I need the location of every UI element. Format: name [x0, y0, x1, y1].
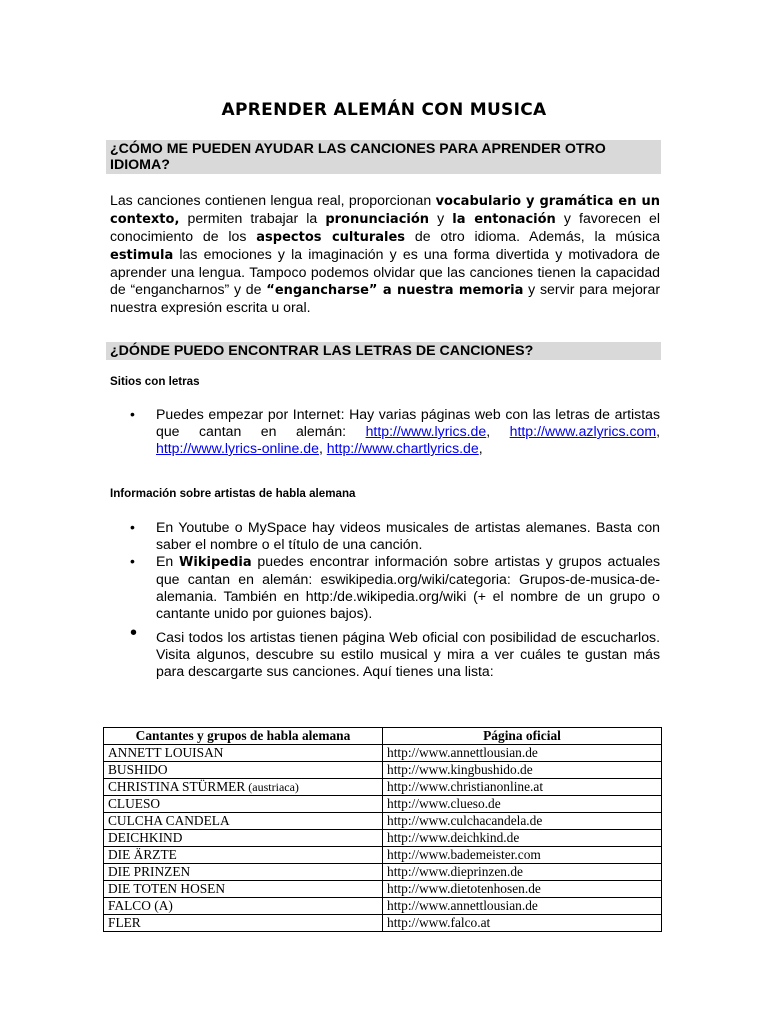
section-heading-where: ¿DÓNDE PUEDO ENCONTRAR LAS LETRAS DE CANCIONES?: [106, 342, 661, 360]
artist-name: DIE PRINZEN: [108, 864, 191, 879]
artist-name-cell: [104, 898, 383, 915]
artist-url-cell: http://www.kingbushido.de: [383, 762, 662, 779]
table-row: [104, 847, 662, 864]
bullet-list-artists: [130, 519, 660, 680]
list-item: • Puedes empezar por Internet: Hay varias páginas web con las letras de artistas que cantan en alemán: http://www.lyrics.de, http://www.azlyrics.com, http://www.lyrics-online.de, http://www.chartlyrics.de,: [130, 406, 661, 456]
page-title: APRENDER ALEMÁN CON MUSICA: [221, 100, 547, 120]
column-header-website: Página oficial: [383, 728, 662, 745]
table-row: [104, 881, 662, 898]
artist-url-cell: http://www.dieprinzen.de: [383, 864, 662, 881]
artist-name: DEICHKIND: [108, 830, 183, 845]
table-row: [104, 762, 662, 779]
artist-name-cell: [104, 796, 383, 813]
artists-table: [103, 727, 662, 932]
artist-url-cell: http://www.bademeister.com: [383, 847, 662, 864]
artist-url-cell: http://www.annettlousian.de: [383, 898, 662, 915]
artist-name-cell: [104, 881, 383, 898]
artist-name: ANNETT LOUISAN: [108, 745, 224, 760]
bullet-icon: •: [130, 622, 138, 644]
artist-url-cell: http://www.christianonline.at: [383, 779, 662, 796]
section-heading-how: ¿CÓMO ME PUEDEN AYUDAR LAS CANCIONES PARA APRENDER OTRO IDIOMA?: [106, 140, 661, 174]
artist-name: FLER: [108, 915, 141, 930]
bullet-icon: •: [130, 406, 135, 422]
table-row: [104, 745, 662, 762]
artist-url-cell: http://www.dietotenhosen.de: [383, 881, 662, 898]
table-row: [104, 813, 662, 830]
artist-name-cell: [104, 915, 383, 932]
bullet-icon: •: [130, 553, 135, 569]
column-header-artists: Cantantes y grupos de habla alemana: [104, 728, 383, 745]
bullet-icon: •: [130, 519, 135, 535]
table-row: [104, 779, 662, 796]
table-row: [104, 898, 662, 915]
artist-name: CLUESO: [108, 796, 161, 811]
link-lyrics-de[interactable]: http://www.lyrics.de: [365, 423, 487, 439]
table-row: [104, 915, 662, 932]
artist-name-cell: [104, 864, 383, 881]
artist-name: DIE TOTEN HOSEN: [108, 881, 226, 896]
intro-paragraph: Las canciones contienen lengua real, proporcionan vocabulario y gramática en un contexto, permiten trabajar la pronunciación y la entonación y favorecen el conocimiento de los aspectos culturales de otro idioma. Además, la música estimula las emociones y la imaginación y es una forma divertida y motivadora de aprender una lengua. Tampoco podemos olvidar que las canciones tienen la capacidad de “engancharnos” y de “engancharse” a nuestra memoria y servir para mejorar nuestra expresión escrita u oral.: [110, 192, 661, 315]
artist-name-cell: [104, 745, 383, 762]
link-azlyrics[interactable]: http://www.azlyrics.com: [509, 423, 657, 439]
artist-url-cell: http://www.annettlousian.de: [383, 745, 662, 762]
artist-name-cell: [104, 762, 383, 779]
link-lyrics-online[interactable]: http://www.lyrics-online.de: [156, 440, 319, 456]
list-item: • Casi todos los artistas tienen página Web oficial con posibilidad de escucharlos. Visita algunos, descubre su estilo musical y mira a ver cuáles te gustan más para descargarte sus canciones. Aquí tienes una lista:: [130, 622, 660, 679]
artist-name: CHRISTINA STÜRMER: [108, 779, 246, 794]
table-row: [104, 796, 662, 813]
artist-name: FALCO (A): [108, 898, 173, 913]
artist-url-cell: http://www.culchacandela.de: [383, 813, 662, 830]
subheading-lyrics-sites: Sitios con letras: [110, 375, 200, 388]
list-item: • En Wikipedia puedes encontrar información sobre artistas y grupos actuales que cantan en alemán: eswikipedia.org/wiki/categoria: Grupos-de-musica-de-alemania. También en http:/de.wikipedia.org/wiki (+ el nombre de un grupo o cantante unido por guiones bajos).: [130, 553, 660, 621]
artist-url-cell: http://www.deichkind.de: [383, 830, 662, 847]
artist-name-cell: [104, 830, 383, 847]
subheading-artist-info: Información sobre artistas de habla alemana: [110, 487, 356, 500]
table-header-row: [104, 728, 662, 745]
artist-name-cell: [104, 847, 383, 864]
bullet-list-lyrics: [130, 406, 660, 457]
artist-name-cell: [104, 813, 383, 830]
artist-note: (austriaca): [245, 780, 299, 794]
list-item: • En Youtube o MySpace hay videos musicales de artistas alemanes. Basta con saber el nombre o el título de una canción.: [130, 519, 660, 552]
table-row: [104, 864, 662, 881]
artist-name: CULCHA CANDELA: [108, 813, 230, 828]
artist-url-cell: http://www.clueso.de: [383, 796, 662, 813]
table-row: [104, 830, 662, 847]
artist-name: BUSHIDO: [108, 762, 168, 777]
artist-name: DIE ÄRZTE: [108, 847, 177, 862]
artist-name-cell: [104, 779, 383, 796]
artist-url-cell: http://www.falco.at: [383, 915, 662, 932]
link-chartlyrics[interactable]: http://www.chartlyrics.de: [326, 440, 479, 456]
